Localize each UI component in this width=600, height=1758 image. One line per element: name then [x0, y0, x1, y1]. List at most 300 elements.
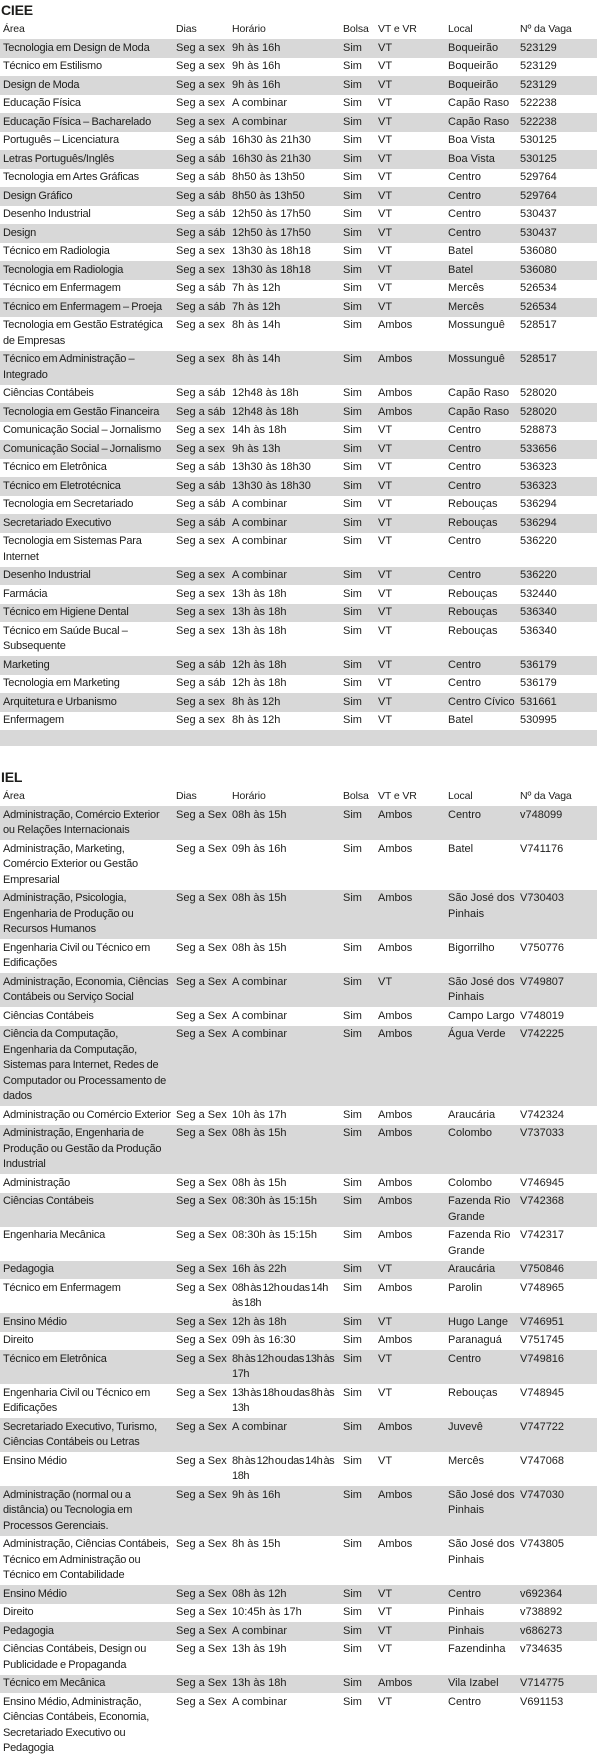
cell-horario: A combinar	[232, 498, 288, 510]
cell-bolsa: Sim	[343, 226, 362, 239]
cell-local: Rebouças	[448, 606, 498, 618]
table-row	[0, 243, 597, 262]
cell-local: Pinhais	[448, 1624, 485, 1637]
column-header-local: Local	[448, 790, 473, 802]
cell-bolsa: Sim	[343, 115, 362, 128]
cell-area: Administração, Ciências Contábeis, Técnico em Administração ou Técnico em Contabilidade	[3, 1538, 169, 1581]
cell-vtvr: VT	[378, 498, 393, 510]
table-row	[0, 169, 597, 188]
cell-bolsa: Sim	[343, 1009, 362, 1022]
cell-horario: 12h às 18h	[232, 658, 287, 671]
cell-vtvr: Ambos	[378, 1176, 413, 1189]
table-row	[0, 459, 597, 478]
table-row	[0, 351, 597, 385]
empty-cell	[0, 730, 597, 746]
cell-bolsa: Sim	[343, 1229, 362, 1241]
cell-bolsa: Sim	[343, 1334, 362, 1346]
cell-local: Centro	[448, 658, 482, 671]
cell-vtvr: VT	[378, 479, 393, 492]
cell-local: Rebouças	[448, 1386, 498, 1399]
cell-dias: Seg a sáb	[176, 461, 226, 473]
cell-dias: Seg a sex	[176, 442, 225, 455]
cell-local: Fazendinha	[448, 1643, 506, 1655]
column-header-dias: Dias	[176, 23, 197, 35]
table-row	[0, 533, 597, 567]
cell-area: Pedagogia	[3, 1624, 54, 1637]
cell-local: Capão Raso	[448, 405, 510, 418]
cell-vtvr: Ambos	[378, 842, 413, 855]
cell-bolsa: Sim	[343, 892, 362, 904]
cell-local: Campo Largo	[448, 1009, 515, 1022]
ciee-table-body	[0, 39, 597, 746]
cell-bolsa: Sim	[343, 498, 362, 510]
cell-area: Ciências Contábeis	[3, 1009, 94, 1022]
table-row	[0, 973, 597, 1007]
cell-dias: Seg a Sex	[176, 1352, 227, 1365]
cell-vtvr: VT	[378, 152, 393, 165]
cell-local: Araucária	[448, 1263, 496, 1275]
cell-vaga: V749816	[520, 1352, 565, 1365]
cell-area: Técnico em Estilismo	[3, 60, 102, 72]
cell-dias: Seg a Sex	[176, 1127, 227, 1139]
table-row	[0, 58, 597, 77]
empty-row	[0, 730, 597, 746]
cell-vtvr: Ambos	[378, 808, 413, 821]
cell-vaga: V749807	[520, 975, 565, 988]
cell-vaga: 526534	[520, 300, 557, 313]
cell-area: Administração, Engenharia de Produção ou Gestão da Produção Industrial	[3, 1127, 162, 1170]
table-row	[0, 1486, 597, 1536]
cell-area: Ciências Contábeis	[3, 1195, 94, 1207]
cell-dias: Seg a Sex	[176, 808, 227, 821]
cell-vtvr: VT	[378, 424, 393, 436]
cell-vaga: V742317	[520, 1229, 565, 1241]
iel-section	[0, 769, 600, 1758]
cell-dias: Seg a sex	[176, 695, 225, 708]
cell-bolsa: Sim	[343, 424, 362, 436]
cell-area: Administração, Economia, Ciências Contábeis ou Serviço Social	[3, 975, 169, 1003]
cell-bolsa: Sim	[343, 516, 362, 529]
cell-vaga: 536080	[520, 245, 557, 257]
cell-horario: A combinar	[232, 535, 288, 547]
cell-horario: 14h às 18h	[232, 424, 287, 436]
cell-vaga: 528517	[520, 353, 557, 365]
cell-bolsa: Sim	[343, 677, 362, 689]
cell-bolsa: Sim	[343, 245, 362, 257]
cell-horario: A combinar	[232, 115, 288, 128]
cell-vtvr: VT	[378, 606, 393, 618]
cell-vaga: 529764	[520, 189, 557, 202]
cell-local: Centro	[448, 461, 482, 473]
table-row	[0, 1193, 597, 1227]
cell-local: Boqueirão	[448, 78, 499, 91]
cell-horario: 9h às 16h	[232, 1488, 281, 1501]
cell-horario: 13h às 18h	[232, 624, 287, 637]
cell-dias: Seg a Sex	[176, 1677, 227, 1689]
cell-local: Centro	[448, 1695, 482, 1708]
table-row	[0, 1313, 597, 1332]
cell-vtvr: VT	[378, 695, 393, 708]
cell-vtvr: Ambos	[378, 319, 413, 331]
cell-local: Batel	[448, 842, 474, 855]
cell-vaga: 536080	[520, 263, 557, 276]
cell-dias: Seg a sáb	[176, 189, 226, 202]
table-row	[0, 806, 597, 840]
cell-local: Centro	[448, 1587, 482, 1600]
cell-local: Centro	[448, 424, 482, 436]
cell-dias: Seg a sáb	[176, 171, 226, 183]
cell-vaga: 529764	[520, 171, 557, 183]
cell-local: Rebouças	[448, 587, 498, 600]
cell-horario: 12h às 18h	[232, 1315, 287, 1328]
cell-vtvr: VT	[378, 1695, 393, 1708]
cell-bolsa: Sim	[343, 41, 362, 54]
cell-area: Tecnologia em Gestão Estratégica de Empresas	[3, 319, 163, 347]
cell-vtvr: VT	[378, 442, 393, 455]
cell-vaga: v686273	[520, 1624, 563, 1637]
cell-vaga: V742368	[520, 1195, 565, 1207]
cell-vaga: 530437	[520, 208, 557, 220]
cell-vaga: 526534	[520, 282, 557, 294]
cell-vtvr: VT	[378, 1454, 393, 1467]
cell-vaga: 528517	[520, 319, 557, 331]
cell-vaga: 530125	[520, 134, 557, 146]
cell-vaga: v692364	[520, 1587, 563, 1600]
cell-vtvr: Ambos	[378, 1488, 413, 1501]
cell-bolsa: Sim	[343, 1315, 362, 1328]
cell-bolsa: Sim	[343, 1281, 362, 1294]
cell-horario: 7h às 12h	[232, 300, 281, 313]
table-row	[0, 622, 597, 656]
cell-area: Marketing	[3, 658, 50, 671]
cell-dias: Seg a sex	[176, 78, 225, 91]
cell-horario: 12h48 às 18h	[232, 405, 299, 418]
cell-bolsa: Sim	[343, 60, 362, 72]
cell-dias: Seg a sáb	[176, 282, 226, 294]
cell-local: Parolin	[448, 1281, 483, 1294]
cell-horario: A combinar	[232, 1420, 288, 1433]
cell-area: Enfermagem	[3, 714, 64, 726]
cell-local: Capão Raso	[448, 387, 510, 399]
cell-bolsa: Sim	[343, 353, 362, 365]
cell-local: Mercês	[448, 1454, 485, 1467]
cell-vtvr: VT	[378, 282, 393, 294]
cell-horario: 12h50 às 17h50	[232, 208, 311, 220]
cell-bolsa: Sim	[343, 319, 362, 331]
cell-local: Centro Cívico	[448, 695, 515, 708]
cell-area: Direito	[3, 1606, 34, 1618]
cell-bolsa: Sim	[343, 1488, 362, 1501]
cell-vaga: V750776	[520, 941, 565, 954]
cell-vtvr: VT	[378, 714, 393, 726]
cell-vaga: V748965	[520, 1281, 565, 1294]
cell-local: Batel	[448, 714, 474, 726]
cell-vtvr: Ambos	[378, 1127, 413, 1139]
cell-bolsa: Sim	[343, 1587, 362, 1600]
cell-bolsa: Sim	[343, 535, 362, 547]
table-row	[0, 840, 597, 890]
cell-vaga: V741176	[520, 842, 564, 855]
cell-local: Centro	[448, 677, 482, 689]
cell-local: São José dos Pinhais	[448, 1488, 515, 1516]
cell-vaga: V730403	[520, 892, 565, 904]
cell-dias: Seg a Sex	[176, 1334, 227, 1346]
cell-vtvr: VT	[378, 78, 393, 91]
cell-area: Administração, Psicologia, Engenharia de Produção ou Recursos Humanos	[3, 892, 134, 935]
cell-dias: Seg a sex	[176, 353, 225, 365]
cell-dias: Seg a sáb	[176, 226, 226, 239]
cell-vtvr: VT	[378, 60, 393, 72]
cell-bolsa: Sim	[343, 208, 362, 220]
cell-area: Desenho Industrial	[3, 208, 91, 220]
cell-vaga: V751745	[520, 1334, 565, 1346]
cell-bolsa: Sim	[343, 842, 362, 855]
cell-vtvr: Ambos	[378, 1677, 413, 1689]
cell-local: Colombo	[448, 1176, 493, 1189]
table-row	[0, 1693, 597, 1758]
table-row	[0, 675, 597, 694]
cell-vaga: 523129	[520, 60, 557, 72]
cell-vaga: V748019	[520, 1009, 565, 1022]
cell-dias: Seg a sex	[176, 115, 225, 128]
cell-vtvr: VT	[378, 1315, 393, 1328]
cell-horario: 13h às 18h	[232, 587, 287, 600]
cell-vtvr: VT	[378, 263, 393, 276]
cell-horario: 16h30 às 21h30	[232, 134, 311, 146]
cell-area: Técnico em Radiologia	[3, 245, 110, 257]
cell-area: Tecnologia em Design de Moda	[3, 41, 150, 54]
cell-vaga: 536340	[520, 606, 557, 618]
cell-area: Tecnologia em Gestão Financeira	[3, 405, 160, 418]
cell-bolsa: Sim	[343, 1127, 362, 1139]
cell-local: Centro	[448, 189, 482, 202]
cell-dias: Seg a Sex	[176, 1538, 227, 1550]
cell-dias: Seg a sex	[176, 587, 225, 600]
cell-local: Vila Izabel	[448, 1677, 499, 1689]
cell-area: Secretariado Executivo, Turismo, Ciências Contábeis ou Letras	[3, 1420, 158, 1448]
column-header-area: Área	[3, 790, 25, 802]
cell-horario: A combinar	[232, 1695, 288, 1708]
cell-horario: 13h às 18h ou das 8h às 13h	[232, 1386, 335, 1414]
cell-horario: A combinar	[232, 1624, 288, 1637]
cell-dias: Seg a Sex	[176, 892, 227, 904]
cell-bolsa: Sim	[343, 695, 362, 708]
iel-table-title: IEL	[1, 769, 23, 785]
cell-dias: Seg a Sex	[176, 1315, 227, 1328]
cell-area: Farmácia	[3, 587, 48, 600]
cell-horario: 9h às 16h	[232, 41, 281, 54]
cell-vaga: V747030	[520, 1488, 565, 1501]
cell-dias: Seg a sex	[176, 245, 225, 257]
table-row	[0, 496, 597, 515]
cell-vaga: 523129	[520, 41, 557, 54]
cell-local: Rebouças	[448, 498, 498, 510]
cell-local: Boa Vista	[448, 134, 495, 146]
table-row	[0, 1227, 597, 1261]
cell-vaga: 528873	[520, 424, 557, 436]
table-row	[0, 1384, 597, 1418]
cell-vtvr: VT	[378, 1606, 393, 1618]
cell-area: Administração	[3, 1176, 71, 1189]
cell-bolsa: Sim	[343, 1352, 362, 1365]
cell-vaga: 536323	[520, 479, 557, 492]
cell-bolsa: Sim	[343, 714, 362, 726]
cell-vtvr: Ambos	[378, 1009, 413, 1022]
cell-vtvr: Ambos	[378, 1334, 413, 1346]
column-header-vtvr: VT e VR	[378, 23, 417, 35]
cell-local: Hugo Lange	[448, 1315, 508, 1328]
table-row	[0, 1261, 597, 1280]
cell-bolsa: Sim	[343, 1606, 362, 1618]
cell-dias: Seg a Sex	[176, 1108, 227, 1121]
cell-local: Centro	[448, 171, 482, 183]
cell-vaga: 522238	[520, 115, 557, 128]
cell-area: Direito	[3, 1334, 34, 1346]
cell-bolsa: Sim	[343, 1108, 362, 1121]
cell-vtvr: Ambos	[378, 1028, 413, 1040]
cell-horario: A combinar	[232, 97, 288, 109]
cell-bolsa: Sim	[343, 808, 362, 821]
cell-area: Letras Português/Inglês	[3, 152, 115, 165]
cell-horario: 7h às 12h	[232, 282, 281, 294]
cell-area: Arquitetura e Urbanismo	[3, 695, 117, 708]
cell-vtvr: VT	[378, 461, 393, 473]
table-row	[0, 1125, 597, 1175]
cell-horario: 9h às 16h	[232, 60, 281, 72]
cell-bolsa: Sim	[343, 78, 362, 91]
cell-area: Design	[3, 226, 37, 239]
cell-vaga: 533656	[520, 442, 557, 455]
cell-vtvr: VT	[378, 658, 393, 671]
table-row	[0, 422, 597, 441]
cell-horario: 08:30h às 15:15h	[232, 1195, 318, 1207]
cell-bolsa: Sim	[343, 1454, 362, 1467]
cell-bolsa: Sim	[343, 1695, 362, 1708]
cell-dias: Seg a Sex	[176, 975, 227, 988]
table-row	[0, 585, 597, 604]
ciee-section	[0, 2, 600, 746]
table-row	[0, 567, 597, 586]
cell-dias: Seg a Sex	[176, 1009, 227, 1022]
cell-dias: Seg a sex	[176, 714, 225, 726]
cell-dias: Seg a sex	[176, 263, 225, 276]
cell-bolsa: Sim	[343, 442, 362, 455]
cell-bolsa: Sim	[343, 1195, 362, 1207]
cell-dias: Seg a Sex	[176, 1420, 227, 1433]
cell-bolsa: Sim	[343, 1176, 362, 1189]
table-row	[0, 1332, 597, 1351]
cell-horario: 10h às 17h	[232, 1108, 287, 1121]
cell-dias: Seg a sex	[176, 60, 225, 72]
table-row	[0, 656, 597, 675]
cell-dias: Seg a Sex	[176, 1195, 227, 1207]
cell-local: São José dos Pinhais	[448, 892, 515, 920]
table-row	[0, 95, 597, 114]
cell-local: Mossunguê	[448, 353, 505, 365]
cell-horario: 08h às 15h	[232, 941, 287, 954]
cell-vtvr: VT	[378, 677, 393, 689]
cell-horario: 8h às 12h	[232, 714, 281, 726]
table-row	[0, 1641, 597, 1675]
cell-horario: A combinar	[232, 569, 288, 581]
cell-area: Ensino Médio	[3, 1315, 67, 1328]
cell-horario: 09h às 16h	[232, 842, 287, 855]
cell-area: Design de Moda	[3, 78, 80, 91]
cell-local: Boqueirão	[448, 60, 499, 72]
cell-area: Técnico em Enfermagem	[3, 282, 121, 294]
column-header-dias: Dias	[176, 790, 197, 802]
cell-dias: Seg a sáb	[176, 405, 226, 418]
cell-bolsa: Sim	[343, 263, 362, 276]
iel-header-row	[0, 789, 597, 806]
cell-dias: Seg a sex	[176, 535, 225, 547]
cell-vaga: V714775	[520, 1677, 565, 1689]
cell-dias: Seg a Sex	[176, 1695, 227, 1708]
cell-bolsa: Sim	[343, 1420, 362, 1433]
cell-bolsa: Sim	[343, 97, 362, 109]
cell-bolsa: Sim	[343, 461, 362, 473]
cell-area: Técnico em Mecânica	[3, 1677, 106, 1689]
table-row	[0, 1279, 597, 1313]
cell-area: Tecnologia em Radiologia	[3, 263, 124, 276]
cell-bolsa: Sim	[343, 941, 362, 954]
cell-dias: Seg a Sex	[176, 1454, 227, 1467]
cell-area: Desenho Industrial	[3, 569, 91, 581]
cell-bolsa: Sim	[343, 569, 362, 581]
cell-bolsa: Sim	[343, 300, 362, 313]
column-header-vaga: Nº da Vaga	[520, 23, 572, 35]
cell-vtvr: Ambos	[378, 405, 413, 418]
cell-vtvr: Ambos	[378, 1420, 413, 1433]
cell-local: Centro	[448, 442, 482, 455]
cell-vaga: 536294	[520, 516, 557, 529]
cell-area: Tecnologia em Sistemas Para Internet	[3, 535, 142, 563]
cell-vtvr: Ambos	[378, 1195, 413, 1207]
cell-bolsa: Sim	[343, 1538, 362, 1550]
cell-area: Design Gráfico	[3, 189, 73, 202]
table-row	[0, 224, 597, 243]
cell-local: Mercês	[448, 300, 485, 313]
cell-dias: Seg a sáb	[176, 677, 226, 689]
cell-vaga: V747722	[520, 1420, 565, 1433]
cell-horario: A combinar	[232, 1028, 288, 1040]
cell-vaga: 536323	[520, 461, 557, 473]
ciee-header-row	[0, 22, 597, 39]
table-row	[0, 317, 597, 351]
cell-bolsa: Sim	[343, 1028, 362, 1040]
cell-vaga: V746945	[520, 1176, 565, 1189]
cell-vtvr: VT	[378, 226, 393, 239]
cell-bolsa: Sim	[343, 479, 362, 492]
table-row	[0, 150, 597, 169]
cell-bolsa: Sim	[343, 134, 362, 146]
cell-area: Educação Física	[3, 97, 81, 109]
cell-dias: Seg a sáb	[176, 658, 226, 671]
cell-bolsa: Sim	[343, 1677, 362, 1689]
table-row	[0, 1026, 597, 1107]
cell-area: Técnico em Enfermagem	[3, 1281, 121, 1294]
cell-vaga: v738892	[520, 1606, 563, 1618]
table-row	[0, 39, 597, 58]
cell-dias: Seg a Sex	[176, 941, 227, 954]
cell-horario: 13h30 às 18h18	[232, 245, 311, 257]
cell-area: Administração, Comércio Exterior ou Relações Internacionais	[3, 808, 160, 836]
column-header-vaga: Nº da Vaga	[520, 790, 572, 802]
cell-horario: 13h30 às 18h18	[232, 263, 311, 276]
cell-vtvr: VT	[378, 208, 393, 220]
cell-area: Português – Licenciatura	[3, 134, 119, 146]
cell-bolsa: Sim	[343, 975, 362, 988]
